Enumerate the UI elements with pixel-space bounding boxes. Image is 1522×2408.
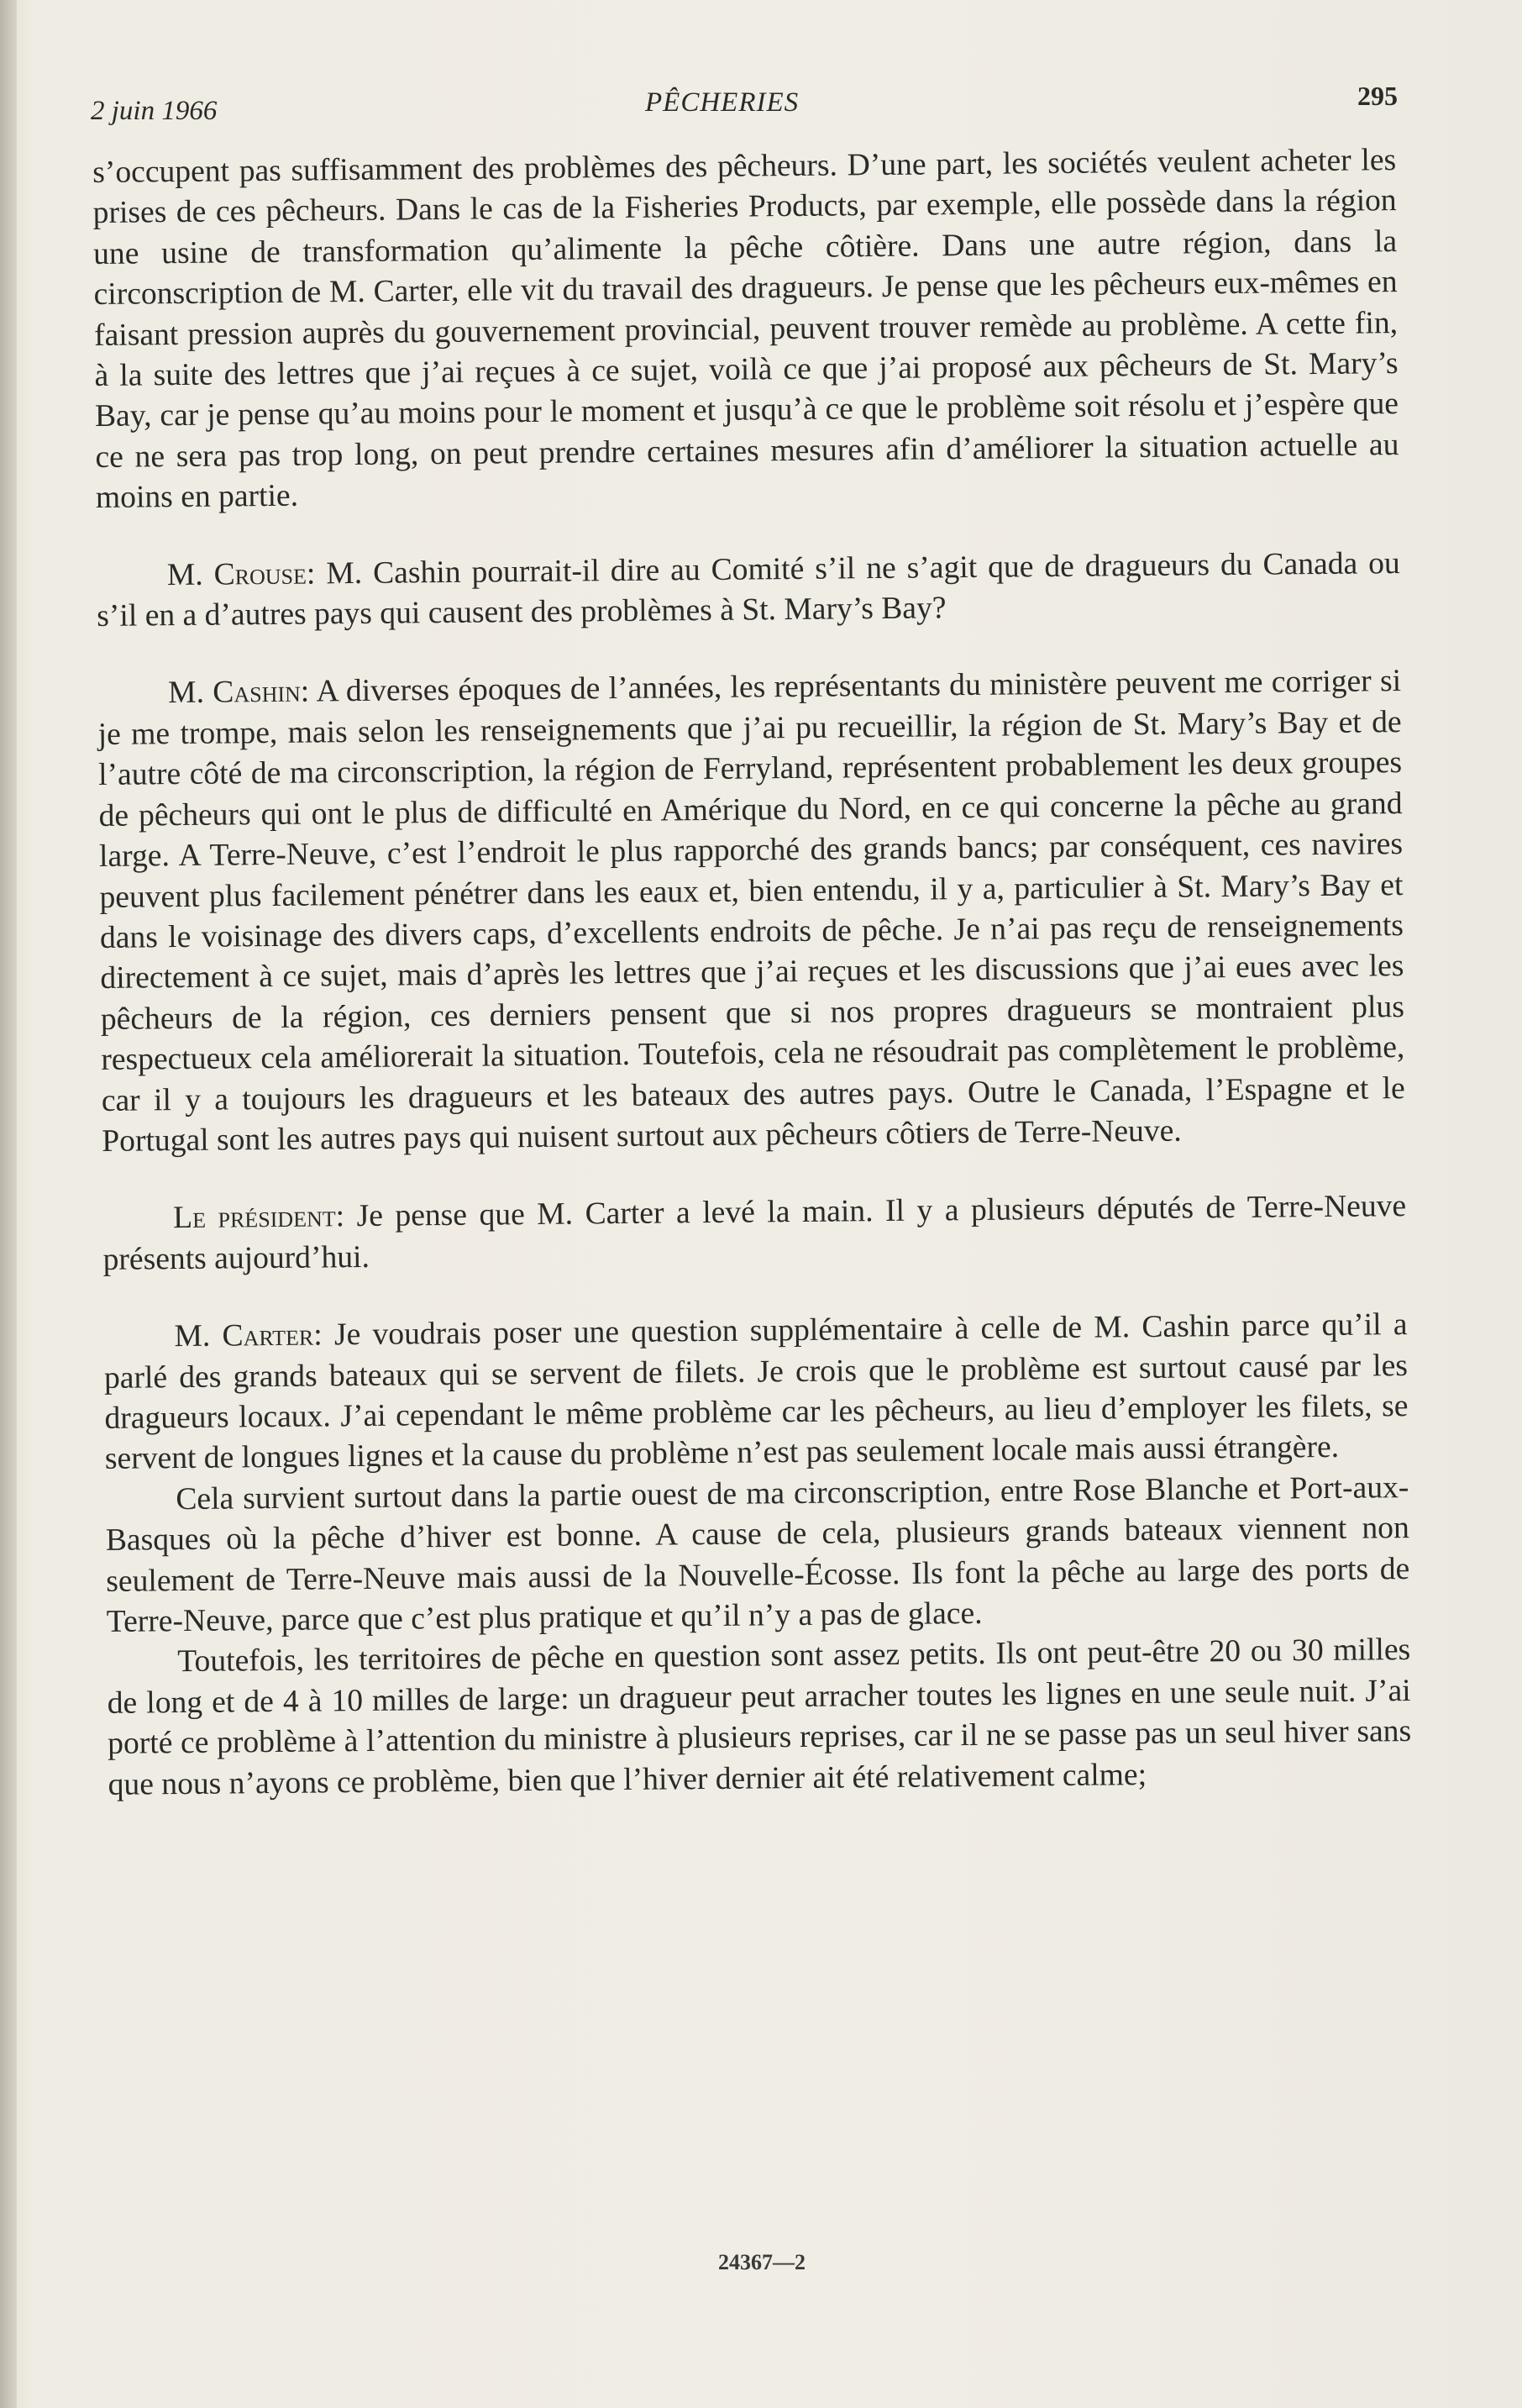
paragraph-carter-3: Toutefois, les territoires de pêche en question sont assez petits. Ils ont peut-être 20 ou 30 milles de long et de 4 à 10 milles de large: un dragueur peut arracher toutes les lignes en une seule nuit. J’ai porté ce problème à l’attention du ministre à plusieurs reprises, car il ne se passe pas un seul hiver sans que nous n’ayons ce problème, bien que l’hiver dernier ait été relativement calme; [107,1632,1412,1802]
header-date: 2 juin 1966 [91,96,218,126]
page-spine-shadow [0,0,17,2408]
signature-mark: 24367—2 [718,2250,806,2274]
speaker-president: Le président: [172,1199,345,1236]
speaker-carter: M. Carter: [174,1317,323,1354]
paragraph-continuation: s’occupent pas suffisamment des problèmes des pêcheurs. D’une part, les sociétés veulent acheter les prises de ces pêcheurs. Dans le cas de la Fisheries Products, par exemple, elle possède dans la région une usine de transformation qu’alimente la pêche côtière. Dans une autre région, dans la circonscription de M. Carter, elle vit du travail des dragueurs. Je pense que les pêcheurs eux-mêmes en faisant pression auprès du gouvernement provincial, peuvent trouver remède au problème. A cette fin, à la suite des lettres que j’ai reçues à ce sujet, voilà ce que j’ai proposé aux pêcheurs de St. Mary’s Bay, car je pense qu’au moins pour le moment et jusqu’à ce que le problème soit résolu et j’espère que ce ne sera pas trop long, on peut prendre certaines mesures afin d’améliorer la situation actuelle au moins en partie. [92,143,1399,516]
paragraph-president [102,1186,1407,1280]
speaker-cashin: M. Cashin: [167,675,310,711]
speaker-crouse: M. Crouse: [166,556,316,592]
paragraph-cashin [97,662,1406,1163]
speech-cashin: A diverses époques de l’années, les représentants du ministère peuvent me corriger si je me trompe, mais selon les renseignements que j’ai pu recueillir, la région de St. Mary’s Bay et de l’autre côté de ma circonscription, la région de Ferryland, représentent probablement les deux groupes de pêcheurs qui ont le plus de difficulté en Amérique du Nord, en ce qui concerne la pêche au grand large. A Terre-Neuve, c’est l’endroit le plus rapporché des grands bancs; par conséquent, ces navires peuvent plus facilement pénétrer dans les eaux et, bien entendu, il y a, particulier à St. Mary’s Bay et dans le voisinage des divers caps, d’excellents endroits de pêche. Je n’ai pas reçu de renseignements directement à ce sujet, mais d’après les lettres que j’ai reçues et les discussions que j’ai eues avec les pêcheurs de la région, ces derniers pensent que si nos propres dragueurs se montraient plus respectueux cela améliorerait la situation. Toutefois, cela ne résoudrait pas complètement le problème, car il y a toujours les dragueurs et les bateaux des autres pays. Outre le Canada, l’Espagne et le Portugal sont les autres pays qui nuisent surtout aux pêcheurs côtiers de Terre-Neuve. [97,664,1405,1159]
running-header [91,81,1398,131]
speech-crouse: M. Cashin pourrait-il dire au Comité s’il ne s’agit que de dragueurs du Canada ou s’il en a d’autres pays qui causent des problèmes à St. Mary’s Bay? [97,545,1400,634]
paragraph-carter [103,1305,1409,1480]
speech-carter: Je voudrais poser une question supplémentaire à celle de M. Cashin parce qu’il a parlé des grands bateaux qui se servent de filets. Je crois que le problème est surtout causé par les dragueurs locaux. J’ai cependant le même problème car les pêcheurs, au lieu d’employer les filets, se servent de longues lignes et la cause du problème n’est pas seulement locale mais aussi étrangère. [103,1307,1409,1477]
speech-president: Je pense que M. Carter a levé la main. Il y a plusieurs députés de Terre-Neuve présents aujourd’hui. [102,1189,1407,1277]
header-title: PÊCHERIES [645,87,800,118]
body-text [92,140,1412,1806]
paragraph-crouse [97,544,1401,638]
paragraph-carter-2: Cela survient surtout dans la partie ouest de ma circonscription, entre Rose Blanche et Port-aux-Basques où la pêche d’hiver est bonne. A cause de cela, plusieurs grands bateaux viennent non seulement de Terre-Neuve mais aussi de la Nouvelle-Écosse. Ils font la pêche au large des ports de Terre-Neuve, parce que c’est plus pratique et qu’il n’y a pas de glace. [105,1470,1410,1639]
page-number: 295 [1357,81,1398,111]
